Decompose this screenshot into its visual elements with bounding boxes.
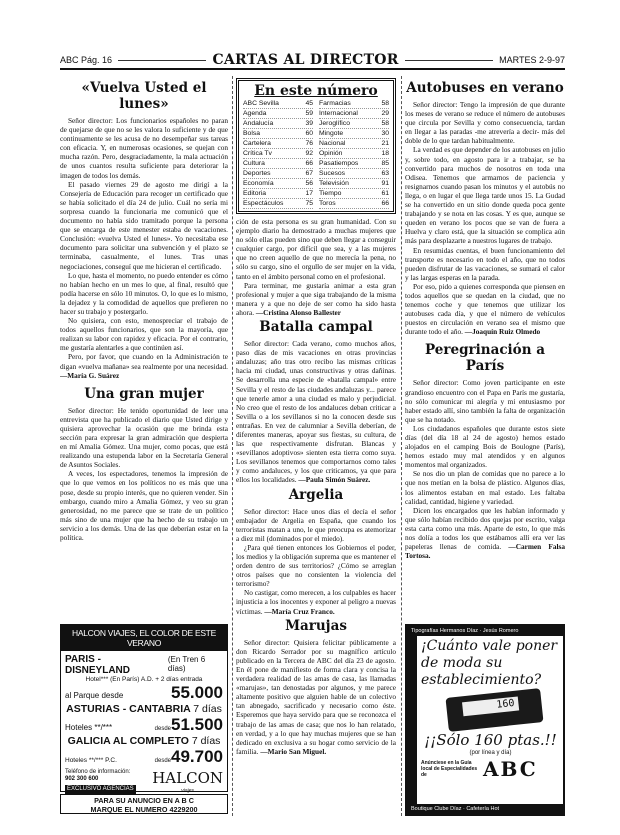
- halcon-ad[interactable]: [60, 624, 228, 792]
- index-item-page: 45: [305, 100, 313, 107]
- ad-text: Hoteles **/***: [65, 723, 113, 732]
- index-item-name: Toros: [319, 200, 336, 207]
- index-item-name: Bolsa: [243, 130, 261, 137]
- text: Pero, por favor, que cuando en la Administración te digan «vuelva mañana» sea realmente por una necesidad.: [60, 352, 228, 371]
- letter-title: Batalla campal: [259, 319, 373, 336]
- left-column: [60, 78, 228, 618]
- letter-title: Marujas: [285, 617, 347, 634]
- index-item-page: 29: [381, 110, 389, 117]
- index-item-name: Crítica Tv: [243, 150, 272, 157]
- index-item-page: 58: [381, 100, 389, 107]
- abc-logo: ABC: [483, 757, 538, 781]
- calculator-area: [421, 689, 560, 731]
- letter-title: Argelia: [288, 486, 344, 503]
- ad-text: Teléfono de información:: [65, 769, 131, 775]
- letter-title: Autobuses en verano: [406, 80, 564, 96]
- text: No castigar, como merecen, a los culpables es hacer injusticia a los inocentes y exponer al peligro a nuevas víctimas.: [236, 588, 396, 616]
- letter-title: Peregrinación a París: [425, 342, 545, 375]
- paragraph: Se nos dio un plan de comidas que no parece a lo que nos metían en la bolsa de plástico. Algunos días, los alimentos estaban en mal estado. Les faltaba calidad, cantidad, higiene y variedad.: [405, 469, 565, 506]
- ad-price: ¡¡Sólo 160 ptas.!!: [424, 731, 557, 749]
- index-item: [243, 129, 313, 139]
- index-item-name: Internacional: [319, 110, 358, 117]
- divider: [118, 60, 206, 61]
- index-item: [243, 109, 313, 119]
- index-item: [319, 99, 389, 109]
- paragraph: [236, 588, 396, 615]
- ad-text: 7 días: [191, 735, 221, 747]
- index-item-name: Agenda: [243, 110, 267, 117]
- paragraph: Lo que, hasta el momento, no puedo entender es cómo no habían hecho en un mes lo que, al final, resultó que podía hacerse en sólo 10 minutos. O, lo que es lo mismo, la dejadez y la comodidad de aquellos que prefieren no hacer su trabajo y postergarlo.: [60, 270, 228, 316]
- signature: —Paula Simón Suárez.: [298, 475, 371, 485]
- letter-batalla: [236, 319, 396, 485]
- signature: —Cristina Alonso Ballester: [255, 307, 341, 317]
- ad-text: MARQUE EL NUMERO 4229200: [90, 805, 198, 814]
- text: Por eso, pido a quienes corresponda que piensen en todos aquellos que se quedan en la ciudad, que no tenemos coche y que tenemos que utilizar los autobuses cada día, y que el número de vehículos puestos en circulación en verano sea el mismo que durante todo el año.: [405, 281, 565, 337]
- date: MARTES 2-9-97: [499, 55, 565, 65]
- index-item: [319, 189, 389, 199]
- index-item: [319, 109, 389, 119]
- index-item-name: Espectáculos: [243, 200, 284, 207]
- letter-mujer: [60, 386, 228, 542]
- index-item-page: 56: [305, 180, 313, 187]
- paragraph: [405, 506, 565, 561]
- index-item-name: Cartelera: [243, 140, 271, 147]
- paragraph: En resumidas cuentas, el buen funcionamiento del transporte es necesario en todo el año, que no todos pueden disfrutar de las vacaciones, se sumará el calor y las largas esperas en la parada.: [405, 245, 565, 282]
- text: Señor director: Quisiera felicitar públicamente a don Ricardo Serrador por su magnífico artículo publicado en la Tercera de ABC del día 23 de agosto. En él pone de manifiesto de forma clara y concisa la verdadera realidad de las amas de casa, las llamadas «marujas», tan denostadas por algunos, y me parece altamente positivo que alguien hable de un colectivo tan abnegado, sacrificado y necesario como éste. Esperemos que haya servido para que se reconozca el trabajo de las amas de casa; que nos lo han relatado, en verdad, y a lo que hay muchas mujeres que se han dedicado en exclusiva a su hogar como servicio de la familia.: [236, 637, 396, 756]
- ad-logo-row: [421, 758, 560, 780]
- index-item: [319, 149, 389, 159]
- section-title: CARTAS AL DIRECTOR: [212, 52, 399, 68]
- index-item: [319, 179, 389, 189]
- paragraph: ¿Para qué tienen entonces los Gobiernos el poder, los medios y la obligación suprema que es mantener el orden dentro de sus territorios? ¿Cómo se arreglan otros países que no consienten la violencia del terrorismo?: [236, 542, 396, 589]
- ad-text: desde: [154, 726, 171, 732]
- index-item: [243, 139, 313, 149]
- ad-band: Tipografías Hermanos Díaz · Jesús Romero: [407, 626, 563, 636]
- index-item: [243, 149, 313, 159]
- index-item-name: Tiempo: [319, 190, 342, 197]
- ad-text: al Parque desde: [65, 691, 124, 700]
- index-item-page: 66: [381, 200, 389, 207]
- ad-body: [407, 636, 563, 804]
- index-item: [243, 189, 313, 199]
- column-rule: [401, 76, 402, 816]
- index-item-name: ABC Sevilla: [243, 100, 279, 107]
- index-item-name: Editoria: [243, 190, 267, 197]
- index-item-page: 18: [381, 150, 389, 157]
- signature: —Joaquín Ruiz Olmedo: [464, 327, 541, 337]
- paragraph: [405, 282, 565, 337]
- index-item-name: Sucesos: [319, 170, 346, 177]
- ad-phone: 902 300 600: [65, 776, 99, 782]
- ad-text: (por línea y día): [469, 750, 512, 756]
- ad-banner: HALCON VIAJES, EL COLOR DE ESTE VERANO: [61, 625, 227, 651]
- index-list: [243, 99, 389, 209]
- paragraph: A veces, los espectadores, tenemos la impresión de que lo que vemos en los políticos no es más que una pose, desde su propio interés, que no quieren vender. Sin embargo, cuando miro a Amalia Gómez, y veo su gran generosidad, no me parece que se trate de un político más sino de una mujer que ha hecho de su trabajo un servicio a los demás. Una de las que deberían estar en la política.: [60, 469, 228, 543]
- index-item: [243, 99, 313, 109]
- paragraph: Los ciudadanos españoles que durante estos siete días (del día 18 al 24 de agosto) hemos estado alojados en el camping Bois de Boulogne (París), hemos estado muy mal atendidos y en algunos momentos mal organizados.: [405, 423, 565, 470]
- signature: —María G. Suárez: [60, 370, 120, 380]
- index-title: En este número: [254, 83, 378, 99]
- index-box: [236, 78, 396, 214]
- index-item-page: 60: [305, 130, 313, 137]
- index-item-page: 59: [305, 110, 313, 117]
- ad-text: desde: [154, 758, 171, 764]
- text: Dicen los encargados que les habían informado y que sólo habían recibido dos quejas por escrito, valga esta carta como una más. Aparte de esto, lo que más nos dolía a todos los que estábamos allí era ver las papeleras llenas de comida.: [405, 505, 565, 552]
- index-item-page: 75: [305, 200, 313, 207]
- paragraph: Señor director: He tenido oportunidad de leer una entrevista que ha publicado el diario que Usted dirige y quisiera aprovechar la ocasión que me brinda esta sección para expresar la gran admiración que despierta en mí Amalia Gómez. Una mujer, como pocas, que está realizando una estupenda labor en la Secretaría General de Asuntos Sociales.: [60, 405, 228, 470]
- page-number: ABC Pág. 16: [60, 55, 113, 65]
- anuncio-ad[interactable]: [60, 794, 228, 814]
- index-item: [319, 169, 389, 179]
- index-item: [319, 119, 389, 129]
- index-item: [319, 139, 389, 149]
- index-item-page: 85: [381, 160, 389, 167]
- signature: —Carmen Falsa Tortosa.: [405, 542, 565, 561]
- letter-title: «Vuelva Usted el lunes»: [81, 80, 207, 112]
- index-item-name: Mingote: [319, 130, 344, 137]
- ad-side-band: [407, 636, 417, 804]
- halcon-logo: HALCON: [152, 769, 223, 787]
- ad-text: Hotel*** (En París) A.D. + 2 días entrada: [85, 676, 203, 683]
- letter-marujas: [236, 618, 396, 756]
- index-item: [319, 159, 389, 169]
- paragraph: [60, 352, 228, 379]
- paragraph: Señor director: Hace unos días el decía el señor embajador de Argelia en España, que cuando los terroristas matan a uno, le que preocupa es atemorizar a diez mil (dominados por el miedo).: [236, 506, 396, 543]
- index-item-page: 91: [381, 180, 389, 187]
- index-item-name: Farmacias: [319, 100, 351, 107]
- ad-price: 55.000: [171, 683, 223, 702]
- paragraph: No quisiera, con esto, menospreciar el trabajo de todos aquellos funcionarios, que son la mayoría, que realizan su labor con rapidez y eficacia. Por el contrario, me gustaría alentarles a que continúen así.: [60, 316, 228, 353]
- abc-guide-ad[interactable]: [405, 624, 565, 816]
- ad-band: Boutique Clube Díaz · Cafetería Hot: [407, 804, 563, 814]
- ad-text: 7 días: [193, 703, 222, 715]
- ad-text: EXCLUSIVO AGENCIAS: [67, 786, 134, 792]
- ad-text: (En Tren 6 días): [167, 655, 206, 673]
- index-item-name: Andalucía: [243, 120, 274, 127]
- letter-argelia: [236, 487, 396, 616]
- ad-handwritten-headline: ¡Cuánto vale poner de moda su establecimiento?: [421, 638, 558, 688]
- index-item-page: 58: [381, 120, 389, 127]
- index-item-name: Deportes: [243, 170, 271, 177]
- paragraph: Señor director: Los funcionarios españoles no paran de quejarse de que no se les valora lo suficiente y de que continuamente se les acusa de no desempeñar sus tareas con eficacia. Y, en numerosas ocasiones, se quejan con mucha razón. Pero, desgraciadamente, la mala actuación de unos cuantos resulta suficiente para deteriorar la imagen de todos los demás.: [60, 116, 228, 180]
- index-item-name: Jeroglífico: [319, 120, 350, 127]
- letter-title: Una gran mujer: [84, 385, 204, 402]
- calculator-image: [445, 688, 543, 732]
- paragraph: Señor director: Como joven participante en este grandioso encuentro con el Papa en París me gustaría, no sólo comunicar mi alegría y mi entusiasmo por haber estado allí, sino también la falta de organización que se ha notado.: [405, 378, 565, 424]
- index-item-page: 21: [381, 140, 389, 147]
- index-item-name: Nacional: [319, 140, 346, 147]
- paragraph: La verdad es que depender de los autobuses en julio y, sobre todo, en agosto para ir a trabajar, se ha convertido para muchos de nosotros en toda una Odisea. Tenemos que armarnos de paciencia y resignarnos cuando pasan los minutos y el autobús no llega, o en lugar el que llega tarde unos 15. La Gudad se ha convertido en un sitio donde queda poca gente trabajando y se nota en las cosas. Y es que, aunque se queden en verano los pocos que se van de fuera a Huelva y claro está, que la situación se complica aún más para desplazarte a nuestros lugares de trabajo.: [405, 145, 565, 246]
- ad-destination: PARIS - DISNEYLAND: [65, 654, 131, 676]
- ad-price: 51.500: [171, 715, 223, 734]
- paragraph: [236, 339, 396, 485]
- index-item: [319, 129, 389, 139]
- index-item: [243, 169, 313, 179]
- index-item: [243, 159, 313, 169]
- ad-destination: GALICIA AL COMPLETO: [67, 735, 189, 747]
- ad-price: 49.700: [171, 747, 223, 766]
- paragraph: ción de esta persona es su gran humanidad. Con su ejemplo diario ha demostrado a muchas mujeres que no sólo ellas pueden sino que deben llegar a conseguir cualquier cargo, por difícil que sea, y a las mujeres que no creen aquello de que no merecía la pena, no sólo su cargo, sino el orgullo de ser mujer en la vida, tanto en el ámbito personal como en el profesional.: [236, 217, 396, 281]
- index-item: [243, 119, 313, 129]
- column-rule: [232, 76, 233, 816]
- paragraph: Señor director: Tengo la impresión de que durante los meses de verano se reduce el número de autobuses que circula por Sevilla y como consecuencia, tardan en llegar a las paradas -me atrevería a decir- más del doble de lo que tardan habitualmente.: [405, 100, 565, 146]
- ad-text: PARA SU ANUNCIO EN A B C: [94, 796, 194, 805]
- divider: [405, 60, 493, 61]
- index-item-page: 17: [305, 190, 313, 197]
- index-item: [243, 179, 313, 189]
- text: Para terminar, me gustaría animar a esta gran profesional y mujer a que siga trabajando de la misma manera y a que no deje de ser como ha sido hasta ahora.: [236, 280, 396, 317]
- index-item-name: Televisión: [319, 180, 349, 187]
- index-item-page: 61: [381, 190, 389, 197]
- index-item: [319, 199, 389, 209]
- index-item-page: 39: [305, 120, 313, 127]
- letter-autobuses: [405, 80, 565, 336]
- index-item-name: Cultura: [243, 160, 265, 167]
- letter-paris: [405, 342, 565, 560]
- paragraph: [236, 281, 396, 317]
- index-item-page: 30: [381, 130, 389, 137]
- ad-text: viajes: [181, 788, 194, 794]
- ad-text: Anúnciese en la Guía local de Especialidades de: [421, 760, 478, 778]
- letter-vuelva: [60, 80, 228, 380]
- index-item-page: 76: [305, 140, 313, 147]
- calculator-display: 160: [462, 696, 519, 716]
- index-item-name: Economía: [243, 180, 274, 187]
- index-item-name: Opinión: [319, 150, 343, 157]
- right-column: [405, 78, 565, 618]
- index-item-page: 67: [305, 170, 313, 177]
- paragraph: El pasado viernes 29 de agosto me dirigí a la Consejería de Educación para recoger un certificado que se había solicitado el día 24 de julio. Cuál no sería mi sorpresa cuando la funcionaria me comunicó que el documento no había sido tramitado porque la persona que se encarga de este menester estaba de vacaciones. Conclusión: «vuelva Usted el lunes». Yo necesitaba ese documento para solicitar una subvención y el plazo se terminaba, casualmente, el lunes. Tras unas negociaciones, conseguí que me hicieran el certificado.: [60, 179, 228, 271]
- text: Señor director: Cada verano, como muchos años, paso días de mis vacaciones en otras provincias andaluzas; año tras otro recibo las mismas críticas hacia mi ciudad, unas constructivas y otras dañinas. Se desarrolla una especie de «batalla campal» entre Sevilla y el resto de las ciudades andaluzas y... parece que tenerle amor a una ciudad es malo y perjudicial. No creo que el resto de los andaluces deban criticar a Sevilla o a los sevillanos si no la conocen desde sus entrañas. En vez de calumniar a Sevilla deberían, de diferentes maneras, apoyar sus fiestas, su cultura, de las que respectivamente disfrutan. Blancas y «sevillanos adoptivos» sienten esta tierra como suya. Los sevillanos tenemos que comportarnos como tales y como andaluces, y los que criticamos, ya que para ellos los localidades.: [236, 339, 396, 485]
- index-item-page: 92: [305, 150, 313, 157]
- ad-destination: ASTURIAS - CANTABRIA: [66, 703, 191, 715]
- paragraph: [236, 638, 396, 756]
- index-item-page: 66: [305, 160, 313, 167]
- signature: —María Cruz Franco.: [264, 606, 335, 616]
- index-item: [243, 199, 313, 209]
- index-item-page: 63: [381, 170, 389, 177]
- middle-column: [236, 78, 396, 816]
- signature: —Mario San Miguel.: [260, 746, 327, 756]
- ad-text: Hoteles **/*** P.C.: [65, 757, 117, 764]
- index-item-name: Pasatiempos: [319, 160, 359, 167]
- page-header: [60, 52, 565, 70]
